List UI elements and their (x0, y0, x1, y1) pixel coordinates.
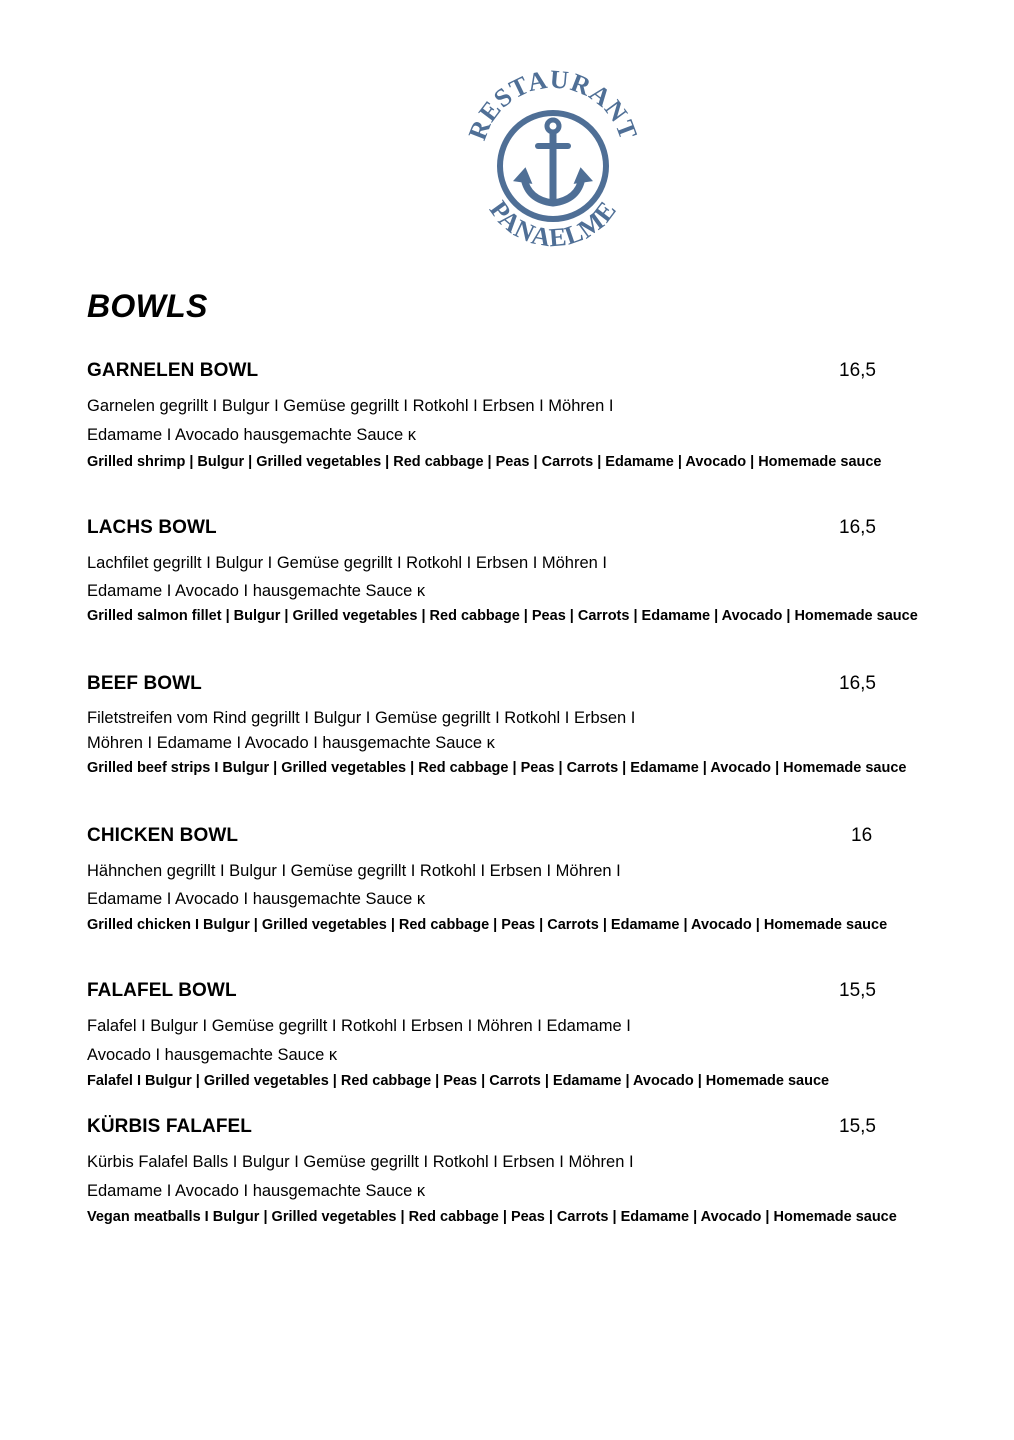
item-price: 16,5 (839, 360, 876, 381)
anchor-icon (516, 120, 590, 203)
item-description-de: Edamame I Avocado hausgemachte Sauce κ (87, 426, 416, 444)
item-description-de: Garnelen gegrillt I Bulgur I Gemüse gegrillt I Rotkohl I Erbsen I Möhren I (87, 397, 614, 415)
item-description-de: Hähnchen gegrillt I Bulgur I Gemüse gegrillt I Rotkohl I Erbsen I Möhren I (87, 862, 621, 880)
item-description-en: Grilled salmon fillet | Bulgur | Grilled vegetables | Red cabbage | Peas | Carrots | Edamame | Avocado | Homemade sauce (87, 608, 918, 624)
menu-item-kuerbis-falafel (87, 1116, 947, 1228)
item-name: LACHS BOWL (87, 517, 217, 538)
logo-graphic (458, 66, 648, 262)
item-description-de: Edamame I Avocado I hausgemachte Sauce κ (87, 890, 426, 908)
item-price: 15,5 (839, 1116, 876, 1137)
item-description-en: Falafel I Bulgur | Grilled vegetables | Red cabbage | Peas | Carrots | Edamame | Avocado | Homemade sauce (87, 1073, 830, 1089)
item-name: CHICKEN BOWL (87, 825, 239, 846)
item-description-de: Möhren I Edamame I Avocado I hausgemachte Sauce κ (87, 734, 495, 752)
section-title: BOWLS (87, 288, 208, 324)
item-description-de: Filetstreifen vom Rind gegrillt I Bulgur I Gemüse gegrillt I Rotkohl I Erbsen I (87, 709, 636, 727)
restaurant-logo (458, 66, 648, 262)
item-description-de: Lachfilet gegrillt I Bulgur I Gemüse gegrillt I Rotkohl I Erbsen I Möhren I (87, 554, 607, 572)
item-description-de: Falafel I Bulgur I Gemüse gegrillt I Rotkohl I Erbsen I Möhren I Edamame I (87, 1017, 631, 1035)
menu-item-lachs-bowl (87, 517, 947, 627)
item-price: 16 (851, 825, 873, 846)
logo-top-text: RESTAURANT (462, 66, 644, 144)
item-name: FALAFEL BOWL (87, 980, 237, 1001)
item-name: BEEF BOWL (87, 673, 202, 694)
item-description-en: Vegan meatballs I Bulgur | Grilled vegetables | Red cabbage | Peas | Carrots | Edamame | Avocado | Homemade sauce (87, 1209, 897, 1225)
menu-item-garnelen-bowl (87, 360, 947, 473)
menu-item-beef-bowl (87, 673, 947, 779)
item-description-en: Grilled beef strips I Bulgur | Grilled vegetables | Red cabbage | Peas | Carrots | Edamame | Avocado | Homemade sauce (87, 760, 907, 776)
item-price: 16,5 (839, 517, 876, 538)
item-description-de: Edamame I Avocado I hausgemachte Sauce κ (87, 582, 426, 600)
item-name: GARNELEN BOWL (87, 360, 259, 381)
menu-item-falafel-bowl (87, 980, 947, 1092)
item-description-en: Grilled shrimp | Bulgur | Grilled vegetables | Red cabbage | Peas | Carrots | Edamame | Avocado | Homemade sauce (87, 454, 882, 470)
item-description-en: Grilled chicken I Bulgur | Grilled vegetables | Red cabbage | Peas | Carrots | Edamame | Avocado | Homemade sauce (87, 917, 888, 933)
item-price: 15,5 (839, 980, 876, 1001)
item-description-de: Avocado I hausgemachte Sauce κ (87, 1046, 338, 1064)
menu-item-chicken-bowl (87, 825, 947, 936)
item-description-de: Edamame I Avocado I hausgemachte Sauce κ (87, 1182, 426, 1200)
item-price: 16,5 (839, 673, 876, 694)
item-description-de: Kürbis Falafel Balls I Bulgur I Gemüse gegrillt I Rotkohl I Erbsen I Möhren I (87, 1153, 634, 1171)
logo-bottom-text: PANAELME (483, 195, 623, 253)
item-name: KÜRBIS FALAFEL (87, 1116, 253, 1137)
